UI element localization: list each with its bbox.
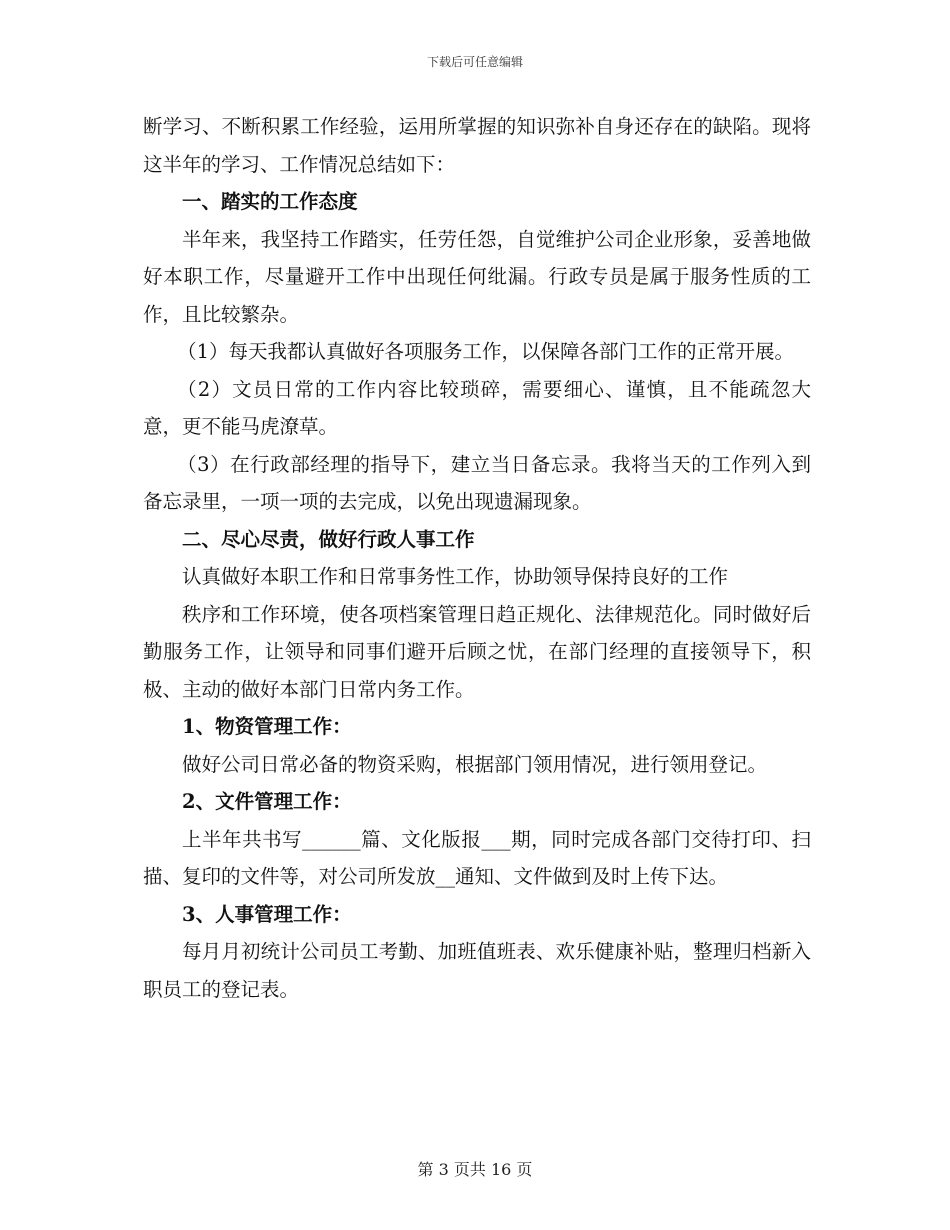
document-body (143, 108, 811, 1008)
paragraph: 每月月初统计公司员工考勤、加班值班表、欢乐健康补贴，整理归档新入职员工的登记表。 (143, 940, 811, 1001)
list-item: （3）在行政部经理的指导下，建立当日备忘录。我将当天的工作列入到备忘录里，一项一项的去完成，以免出现遗漏现象。 (143, 452, 811, 513)
subsection-heading: 2、文件管理工作： (182, 790, 352, 813)
paragraph: 断学习、不断积累工作经验，运用所掌握的知识弥补自身还存在的缺陷。现将这半年的学习、工作情况总结如下： (143, 115, 811, 176)
paragraph: 做好公司日常必备的物资采购，根据部门领用情况，进行领用登记。 (182, 752, 768, 776)
subsection-heading: 1、物资管理工作： (182, 715, 352, 738)
paragraph: 秩序和工作环境，使各项档案管理日趋正规化、法律规范化。同时做好后勤服务工作，让领导和同事们避开后顾之忧，在部门经理的直接领导下，积极、主动的做好本部门日常内务工作。 (143, 602, 811, 701)
subsection-heading: 3、人事管理工作： (182, 902, 352, 926)
paragraph: 半年来，我坚持工作踏实，任劳任怨，自觉维护公司企业形象，妥善地做好本职工作，尽量避开工作中出现任何纰漏。行政专员是属于服务性质的工作，且比较繁杂。 (143, 227, 811, 326)
list-item: （2）文员日常的工作内容比较琐碎，需要细心、谨慎，且不能疏忽大意，更不能马虎潦草。 (143, 377, 811, 438)
list-item: （1）每天我都认真做好各项服务工作，以保障各部门工作的正常开展。 (177, 340, 795, 363)
section-heading: 一、踏实的工作态度 (182, 190, 358, 213)
section-heading: 二、尽心尽责，做好行政人事工作 (182, 527, 475, 551)
paragraph: 认真做好本职工作和日常事务性工作，协助领导保持良好的工作 (182, 565, 729, 588)
paragraph: 上半年共书写______篇、文化版报___期，同时完成各部门交待打印、扫描、复印的文件等，对公司所发放__通知、文件做到及时上传下达。 (143, 827, 811, 888)
page-footer: 第 3 页共 16 页 (417, 1160, 533, 1179)
page-header: 下载后可任意编辑 (426, 55, 523, 69)
